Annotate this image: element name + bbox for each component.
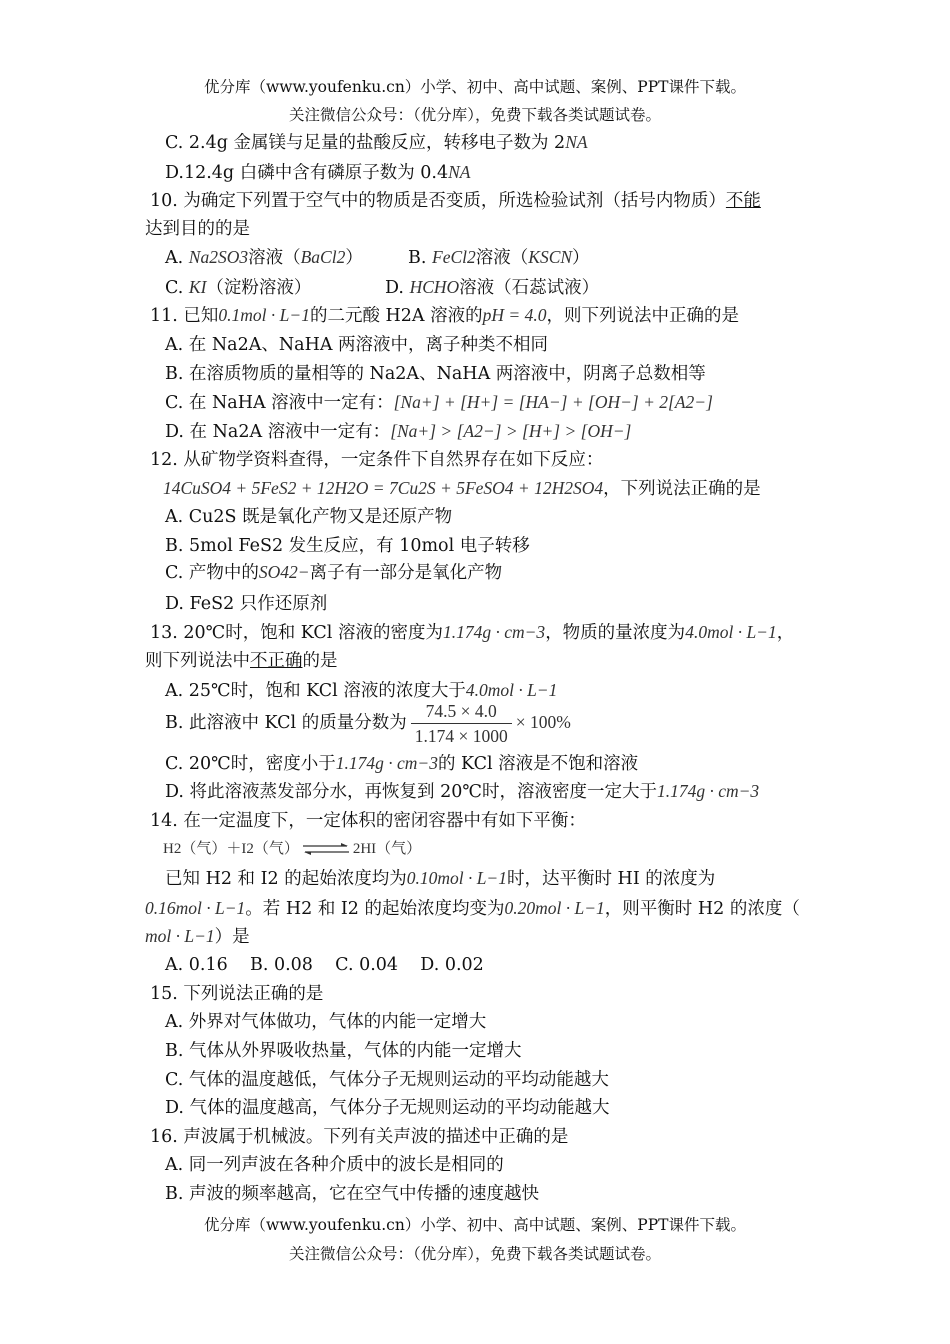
q10-option-d: D. HCHO溶液（石蕊试液）	[385, 277, 600, 298]
q14-options: A. 0.16 B. 0.08 C. 0.04 D. 0.02	[165, 955, 484, 975]
q12-option-a: A. Cu2S 既是氧化产物又是还原产物	[165, 507, 453, 527]
q16-option-a: A. 同一列声波在各种介质中的波长是相同的	[165, 1155, 504, 1175]
q12-option-d: D. FeS2 只作还原剂	[165, 594, 328, 614]
equilibrium-arrow-icon	[301, 842, 351, 856]
q14-paragraph-line-3: mol · L−1）是	[145, 926, 250, 947]
q15-option-a: A. 外界对气体做功，气体的内能一定增大	[165, 1012, 487, 1032]
q13-stem-cont: 则下列说法中不正确的是	[145, 651, 338, 671]
q10-stem: 10. 为确定下列置于空气中的物质是否变质，所选检验试剂（括号内物质）不能	[150, 191, 761, 211]
q12-stem: 12. 从矿物学资料查得，一定条件下自然界存在如下反应：	[150, 450, 604, 470]
q12-equation: 14CuSO4 + 5FeS2 + 12H2O = 7Cu2S + 5FeSO4 + 12H2SO4	[163, 478, 604, 498]
q15-option-b: B. 气体从外界吸收热量，气体的内能一定增大	[165, 1041, 522, 1061]
q10-option-b: B. FeCl2溶液（KSCN）	[408, 247, 590, 268]
q13-option-c: C. 20℃时，密度小于1.174g · cm−3的 KCl 溶液是不饱和溶液	[165, 753, 639, 774]
q14-paragraph-line-2: 0.16mol · L−1。若 H2 和 I2 的起始浓度均变为0.20mol · L−1，则平衡时 H2 的浓度（	[145, 898, 800, 919]
q16-stem: 16. 声波属于机械波。下列有关声波的描述中正确的是	[150, 1127, 569, 1147]
q10-underlined-word: 不能	[725, 191, 761, 211]
q12-option-c: C. 产物中的SO42−离子有一部分是氧化产物	[165, 562, 503, 583]
q13-option-b: B. 此溶液中 KCl 的质量分数为 $\frac{74.5 \times 4.0}{1.174 \times 1000}$ × 100%	[165, 701, 571, 746]
q13-fraction: $\frac{74.5 \times 4.0}{1.174 \times 1000}$	[411, 701, 512, 746]
q16-option-b: B. 声波的频率越高，它在空气中传播的速度越快	[165, 1184, 539, 1204]
q15-option-d: D. 气体的温度越高，气体分子无规则运动的平均动能越大	[165, 1098, 610, 1118]
q13-option-d: D. 将此溶液蒸发部分水，再恢复到 20℃时，溶液密度一定大于1.174g · cm−3	[165, 781, 760, 802]
q11-option-d: D. 在 Na2A 溶液中一定有：[Na+] > [A2−] > [H+] > [OH−]	[165, 421, 632, 442]
q9-d-math: NA	[448, 162, 471, 182]
q10-option-c: C. KI（淀粉溶液）	[165, 277, 312, 298]
q13-option-a: A. 25℃时，饱和 KCl 溶液的浓度大于4.0mol · L−1	[165, 680, 558, 701]
q13-underlined-word: 不正确	[250, 651, 303, 671]
q12-option-b: B. 5mol FeS2 发生反应，有 10mol 电子转移	[165, 536, 530, 556]
q9-c-math: NA	[565, 132, 588, 152]
q15-stem: 15. 下列说法正确的是	[150, 984, 324, 1004]
q11-option-b: B. 在溶质物质的量相等的 Na2A、NaHA 两溶液中，阴离子总数相等	[165, 364, 706, 384]
footer-line-2: 关注微信公众号：（优分库），免费下载各类试题试卷。	[288, 1245, 661, 1263]
q13-stem: 13. 20℃时，饱和 KCl 溶液的密度为1.174g · cm−3，物质的量浓度为4.0mol · L−1，	[150, 622, 795, 643]
q12-equation-line: 14CuSO4 + 5FeS2 + 12H2O = 7Cu2S + 5FeSO4 + 12H2SO4，下列说法正确的是	[163, 478, 761, 499]
q14-paragraph-line-1: 已知 H2 和 I2 的起始浓度均为0.10mol · L−1时，达平衡时 HI 的浓度为	[165, 868, 716, 889]
q15-option-c: C. 气体的温度越低，气体分子无规则运动的平均动能越大	[165, 1070, 609, 1090]
q11-stem: 11. 已知0.1mol · L−1的二元酸 H2A 溶液的pH = 4.0，则下列说法中正确的是	[150, 305, 739, 326]
q10-option-a: A. Na2SO3溶液（BaCl2）	[165, 247, 363, 268]
q11-option-c: C. 在 NaHA 溶液中一定有：[Na+] + [H+] = [HA−] + [OH−] + 2[A2−]	[165, 392, 713, 413]
q9-option-c: C. 2.4g 金属镁与足量的盐酸反应，转移电子数为 2NA	[165, 132, 588, 153]
q14-equation: H2（气）＋I2（气） 2HI（气）	[163, 841, 422, 857]
header-line-2: 关注微信公众号：（优分库），免费下载各类试题试卷。	[288, 106, 661, 124]
q9-option-d: D.12.4g 白磷中含有磷原子数为 0.4NA	[165, 162, 471, 183]
q14-stem: 14. 在一定温度下，一定体积的密闭容器中有如下平衡：	[150, 811, 586, 831]
footer-line-1: 优分库（www.youfenku.cn）小学、初中、高中试题、案例、PPT课件下载。	[203, 1216, 747, 1234]
header-line-1: 优分库（www.youfenku.cn）小学、初中、高中试题、案例、PPT课件下载。	[203, 78, 747, 96]
q10-stem-cont: 达到目的的是	[145, 219, 250, 239]
q11-option-a: A. 在 Na2A、NaHA 两溶液中，离子种类不相同	[165, 335, 549, 355]
